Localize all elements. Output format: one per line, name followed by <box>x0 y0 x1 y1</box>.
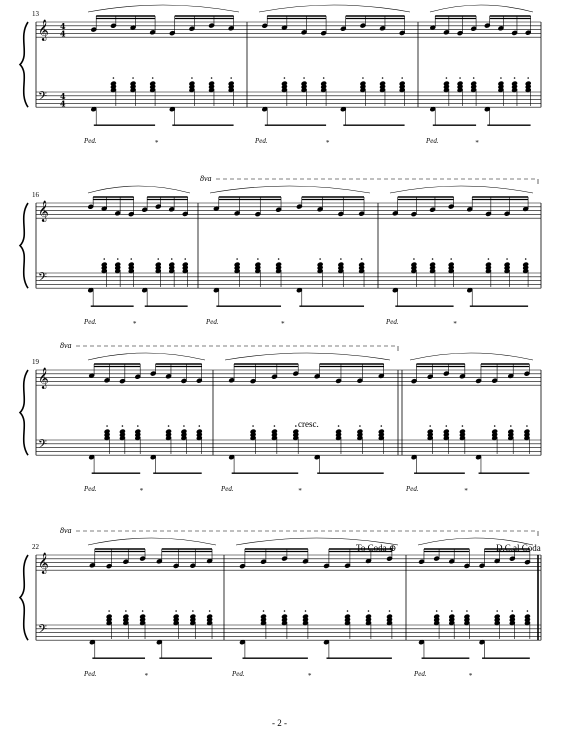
staccato-dot <box>473 77 475 79</box>
ottava-marking: 8va <box>200 174 212 183</box>
pedal-marking: Ped. <box>84 485 97 494</box>
staccato-dot <box>466 610 468 612</box>
pedal-marking: Ped. <box>232 670 245 679</box>
staccato-dot <box>263 610 265 612</box>
staccato-dot <box>494 425 496 427</box>
staccato-dot <box>381 425 383 427</box>
staccato-dot <box>347 610 349 612</box>
staccato-dot <box>125 610 127 612</box>
grand-staff-brace <box>20 370 28 455</box>
staccato-dot <box>506 258 508 260</box>
to-coda-marking <box>356 543 396 554</box>
staccato-dot <box>303 77 305 79</box>
dc-al-coda-marking: D.C.al Coda <box>496 543 541 553</box>
page-number: - 2 - <box>272 718 287 728</box>
measure-number: 16 <box>32 191 39 199</box>
staccato-dot <box>152 77 154 79</box>
staccato-dot <box>132 77 134 79</box>
pedal-marking: Ped. <box>84 318 97 327</box>
to-coda-label: To Coda <box>356 543 387 553</box>
pedal-release-icon: * <box>144 672 148 681</box>
staccato-dot <box>192 610 194 612</box>
staccato-dot <box>319 258 321 260</box>
staccato-dot <box>274 425 276 427</box>
slur <box>88 5 239 12</box>
staccato-dot <box>525 258 527 260</box>
pedal-marking: Ped. <box>221 485 234 494</box>
staccato-dot <box>382 77 384 79</box>
staccato-dot <box>512 610 514 612</box>
staccato-dot <box>514 77 516 79</box>
pedal-release-icon: * <box>453 320 457 329</box>
staccato-dot <box>278 258 280 260</box>
staccato-dot <box>500 77 502 79</box>
staccato-dot <box>359 425 361 427</box>
staccato-dot <box>142 610 144 612</box>
slur <box>410 353 533 360</box>
staccato-dot <box>323 77 325 79</box>
pedal-marking: Ped. <box>255 137 268 146</box>
pedal-marking: Ped. <box>414 670 427 679</box>
staccato-dot <box>106 425 108 427</box>
cresc-marking: cresc. <box>298 419 319 429</box>
pedal-release-icon: * <box>297 487 302 496</box>
pedal-release-icon: * <box>139 487 143 496</box>
ottava-marking: 8va <box>60 526 72 535</box>
coda-symbol-icon: ⊕ <box>388 543 397 553</box>
staccato-dot <box>295 425 297 427</box>
staccato-dot <box>462 425 464 427</box>
time-signature-digit: 4 <box>60 91 66 101</box>
staccato-dot <box>211 77 213 79</box>
staccato-dot <box>527 610 529 612</box>
pedal-release-icon: * <box>464 487 468 496</box>
staccato-dot <box>413 258 415 260</box>
grand-staff-brace <box>20 555 28 640</box>
staccato-dot <box>450 258 452 260</box>
staccato-dot <box>526 425 528 427</box>
grand-staff-brace <box>20 203 28 288</box>
staccato-dot <box>510 425 512 427</box>
staccato-dot <box>257 258 259 260</box>
measure-number: 13 <box>32 10 39 18</box>
slur <box>430 5 533 12</box>
measure-number: 19 <box>32 358 39 366</box>
staccato-dot <box>446 77 448 79</box>
staccato-dot <box>451 610 453 612</box>
staccato-dot <box>527 77 529 79</box>
pedal-release-icon: * <box>475 139 479 148</box>
staccato-dot <box>168 425 170 427</box>
slur <box>88 353 205 360</box>
pedal-release-icon: * <box>307 672 312 681</box>
time-signature-digit: 4 <box>60 98 66 109</box>
staccato-dot <box>362 77 364 79</box>
staccato-dot <box>108 610 110 612</box>
treble-clef-icon: 𝄞 <box>38 201 49 222</box>
slur <box>88 186 190 193</box>
staccato-dot <box>389 610 391 612</box>
treble-clef-icon: 𝄞 <box>38 553 49 574</box>
staccato-dot <box>338 425 340 427</box>
staccato-dot <box>113 77 115 79</box>
staccato-dot <box>171 258 173 260</box>
staccato-dot <box>401 77 403 79</box>
pedal-marking: Ped. <box>84 137 97 146</box>
measure-number: 22 <box>32 543 39 551</box>
staccato-dot <box>252 425 254 427</box>
bass-clef-icon: 𝄢 <box>38 438 48 454</box>
pedal-marking: Ped. <box>84 670 97 679</box>
time-signature-digit: 4 <box>60 28 66 39</box>
staccato-dot <box>284 610 286 612</box>
ottava-marking: 8va <box>60 341 72 350</box>
staccato-dot <box>496 610 498 612</box>
staccato-dot <box>236 258 238 260</box>
staccato-dot <box>284 77 286 79</box>
staccato-dot <box>199 425 201 427</box>
staccato-dot <box>459 77 461 79</box>
slur <box>390 186 533 193</box>
staccato-dot <box>429 425 431 427</box>
staccato-dot <box>446 425 448 427</box>
treble-clef-icon: 𝄞 <box>38 20 49 41</box>
bass-clef-icon: 𝄢 <box>38 90 48 106</box>
staccato-dot <box>137 425 139 427</box>
grand-staff-brace <box>20 22 28 107</box>
staccato-dot <box>117 258 119 260</box>
staccato-dot <box>103 258 105 260</box>
pedal-marking: Ped. <box>406 485 419 494</box>
staccato-dot <box>191 77 193 79</box>
staccato-dot <box>368 610 370 612</box>
pedal-release-icon: * <box>154 139 159 148</box>
staccato-dot <box>184 258 186 260</box>
bass-clef-icon: 𝄢 <box>38 623 48 639</box>
staccato-dot <box>230 77 232 79</box>
staccato-dot <box>122 425 124 427</box>
pedal-release-icon: * <box>280 320 285 329</box>
pedal-marking: Ped. <box>386 318 399 327</box>
bass-clef-icon: 𝄢 <box>38 271 48 287</box>
staccato-dot <box>361 258 363 260</box>
slur <box>88 538 216 545</box>
staccato-dot <box>436 610 438 612</box>
pedal-marking: Ped. <box>426 137 439 146</box>
pedal-marking: Ped. <box>206 318 219 327</box>
staccato-dot <box>157 258 159 260</box>
staccato-dot <box>340 258 342 260</box>
staccato-dot <box>130 258 132 260</box>
time-signature-digit: 4 <box>60 21 66 31</box>
slur <box>225 353 390 360</box>
staccato-dot <box>432 258 434 260</box>
slur <box>210 186 370 193</box>
staccato-dot <box>183 425 185 427</box>
staccato-dot <box>209 610 211 612</box>
pedal-release-icon: * <box>468 672 472 681</box>
pedal-release-icon: * <box>325 139 330 148</box>
pedal-release-icon: * <box>132 320 137 329</box>
staccato-dot <box>305 610 307 612</box>
treble-clef-icon: 𝄞 <box>38 368 49 389</box>
staccato-dot <box>488 258 490 260</box>
slur <box>259 5 410 12</box>
staccato-dot <box>175 610 177 612</box>
